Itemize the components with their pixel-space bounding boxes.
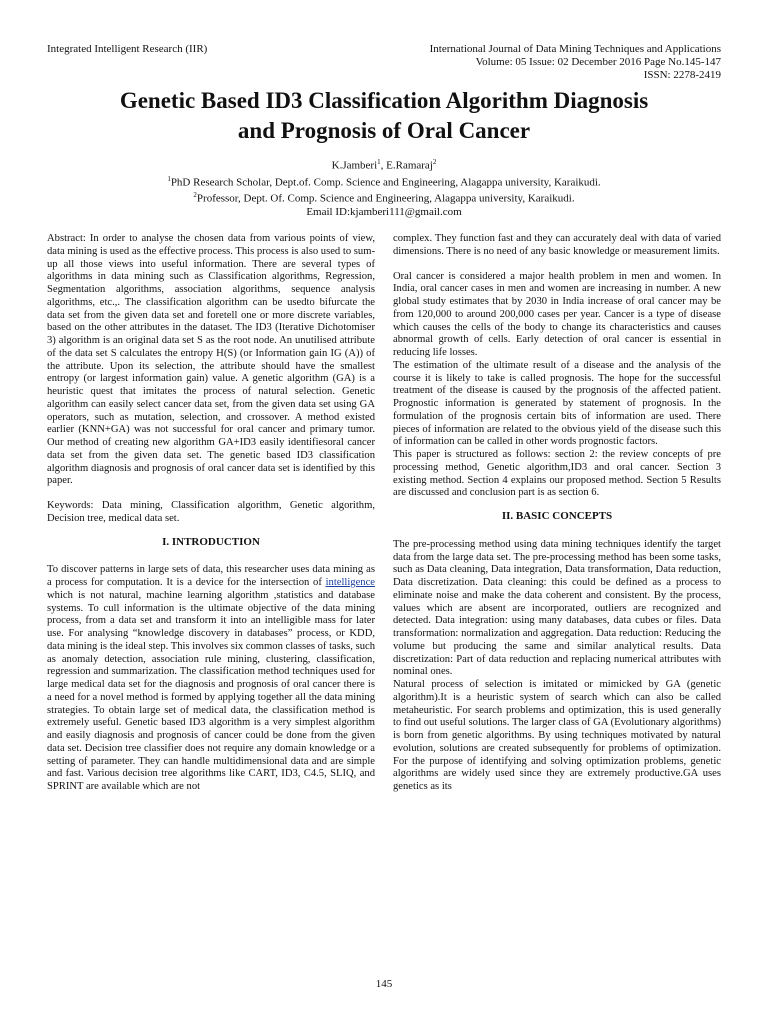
paragraph-complex: complex. They function fast and they can accurately deal with data of varied dimensions. There is no need of any basic knowledge or measurement limits. (393, 233, 721, 257)
introduction-heading: I. INTRODUCTION (162, 535, 260, 548)
abstract: Abstract: In order to analyse the chosen data from various points of view, data mining is used as the effective process. This process is also used to sum-up all those views into useful information. There are several types of algorithms in data mining such as Classification algorithms, Regression, Segmentation algorithms, association algorithms, sequence analysis algorithms, etc.,. The classification algorithm can be usedto bifurcate the data set from the given data set and foretell one or more discrete variables, based on the other attributes in the dataset. The ID3 (Iterative Dichotomiser 3) algorithm is an original data set S as the root node. An unutilised attribute of the data set S calculates the entropy H(S) (or Information gain IG (A)) of the attribute. Upon its selection, the attribute should have the smallest entropy (or largest information gain) value. A genetic algorithm (GA) is a heuristic quest that imitates the process of natural selection. Genetic algorithm can easily select cancer data set, from the given data set using GA operators, such as mutation, selection, and crossover. A method existed earlier (KNN+GA) was not successful for oral cancer and primary tumor. Our method of creating new algorithm GA+ID3 easily identifiesoral cancer data set from the given data set. The genetic based ID3 classification algorithm diagnosis and prognosis of oral cancer data set is identified by this paper. (47, 233, 375, 487)
paragraph-genetic-algorithm: Natural process of selection is imitated or mimicked by GA (genetic algorithm).It is a heuristic system of search which can also be called metaheuristic. For search problems and optimization, this is used generally to find out useful solutions. The larger class of GA (Evolutionary algorithms) is born from genetic algorithms. By using techniques motivated by natural evolution, solutions are created subsequently for problems of optimization. For the purpose of identifying and solving optimization problems, genetic algorithms are widely used since they are extremely productive.GA uses genetics as its (393, 679, 721, 792)
introduction-paragraph: To discover patterns in large sets of data, this researcher uses data mining as a process for computation. It is a device for the intersection of intelligence which is not natural, machine learning algorithm ,statistics and database systems. To cull information is the ultimate objective of the data mining process, from a data set and transform it into an intelligible mass for later use. For analysing “knowledge discovery in databases” process, or KDD, data mining is the ideal step. This involves six common classes of tasks, such as anomaly detection, association rule mining, clustering, classification, regression and summarization. The classification method techniques used for large medical data set for the diagnosis and prognosis of oral cancer there is a need for a novel method is formed by applying together all the data mining strategies. To obtain large set of medical data, the classification method is extremely useful. Genetic based ID3 algorithm is a very simplest algorithm and easily diagnosis and prognosis of cancer could be done from the given data set. Decision tree classifier does not require any domain knowledge or a setting of parameter. They can handle multidimensional data and are simple and fast. Various decision tree algorithms like CART, ID3, C4.5, SLIQ, and SPRINT are available which are not (47, 564, 375, 792)
paragraph-preprocessing: The pre-processing method using data mining techniques identify the target data from the large data set. The pre-processing method has been some tasks, such as Data cleaning, Data integration, Data transformation, Data reduction, Data discretization. Data cleaning: this could be defined as a process to eliminate noise and make the data coherent and consistent. By the process, values which are absent are incorporated, outliers are recognized and detected. Data integration: using many databases, data cubes or files. Data transformation: normalization and aggregation. Data reduction: Reducing the volume but producing the same and similar analytical results. Data discretization: Part of data reduction and replacing numerical attributes with nominal ones. (393, 538, 721, 678)
affiliation-2: $^2$Professor, Dept. Of. Comp. Science and Engineering, Alagappa university, Karaikudi. (193, 191, 575, 205)
left-column (47, 233, 375, 794)
author-names: K.Jamberi$^1$, E.Ramaraj$^2$ (331, 158, 437, 172)
basic-concepts-heading: II. BASIC CONCEPTS (501, 510, 613, 522)
running-header-left: Integrated Intelligent Research (IIR) (47, 43, 208, 55)
journal-name: International Journal of Data Mining Techniques and Applications (429, 43, 721, 55)
running-header-right (430, 43, 721, 82)
right-column (393, 233, 721, 794)
journal-issn: ISSN: 2278-2419 (643, 69, 721, 81)
paragraph-oral-cancer: Oral cancer is considered a major health problem in men and women. In India, oral cancer cases in men and women are increasing in number. A new global study estimates that by 2030 in India increase of oral cancer may be from 120,000 to around 200,000 cases per year. Cancer is a type of disease which causes the cells of the body to change its characteristics and causes abnormal growth of cells. Early detection of oral cancer is essential in reducing life losses. (393, 270, 721, 358)
page-number: 145 (375, 978, 393, 990)
paper-title-line-1: Genetic Based ID3 Classification Algorithm Diagnosis (119, 88, 649, 113)
affiliation-1: $^1$PhD Research Scholar, Dept.of. Comp. Science and Engineering, Alagappa university, Karaikudi. (167, 174, 601, 189)
author-email: Email ID:kjamberi111@gmail.com (306, 205, 462, 218)
paper-title-line-2: and Prognosis of Oral Cancer (237, 118, 531, 143)
paragraph-prognosis: The estimation of the ultimate result of a disease and the analysis of the course it is likely to take is called prognosis. The hope for the successful treatment of the disease is caused by the prognosis of the affected patient. Prognostic information is generated by statement of prognosis. In the formulation of the prognosis certain bits of information are used. There pieces of information are related to the obvious yield of the disease such this of information can be called in other words prognostic factors. (393, 359, 721, 448)
intelligence-link[interactable]: intelligence (325, 577, 375, 588)
journal-volume: Volume: 05 Issue: 02 December 2016 Page No.145-147 (475, 56, 721, 68)
paper-title (20, 86, 748, 146)
paragraph-structure: This paper is structured as follows: section 2: the review concepts of pre processing method, Genetic algorithm,ID3 and oral cancer. Section 3 existing method. Section 4 explains our proposed method. Section 5 Results are discussed and conclusion part is as section 6. (393, 449, 721, 499)
keywords: Keywords: Data mining, Classification algorithm, Genetic algorithm, Decision tree, medical data set. (47, 500, 375, 524)
author-block (0, 156, 768, 219)
